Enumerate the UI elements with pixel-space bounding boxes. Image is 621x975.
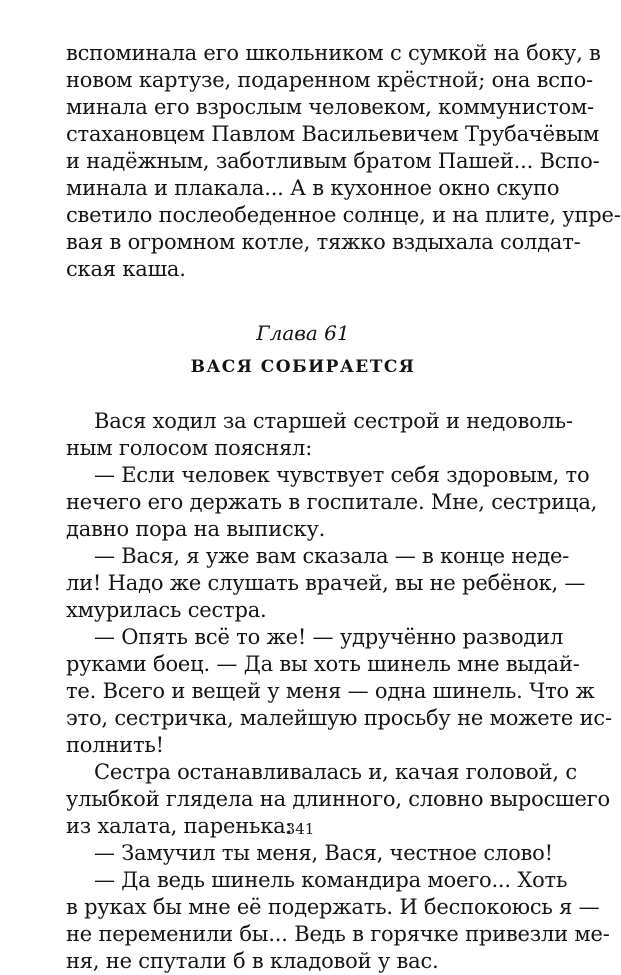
- text-line: не переменили бы... Ведь в горячке привезли ме-: [66, 922, 610, 946]
- text-line: Сестра останавливалась и, качая головой, с: [94, 760, 577, 784]
- text-line: светило послеобеденное солнце, и на плите, упре-: [66, 203, 621, 227]
- text-line: полнить!: [66, 733, 164, 757]
- text-line: ня, не спутали б в кладовой у вас.: [66, 949, 439, 973]
- chapter-body: [66, 408, 612, 975]
- text-line: те. Всего и вещей у меня — одна шинель. Что ж: [66, 679, 595, 703]
- text-line: минала его взрослым человеком, коммунистом-: [66, 95, 594, 119]
- text-line: вспоминала его школьником с сумкой на боку, в: [66, 41, 601, 65]
- text-line: улыбкой глядела на длинного, словно выросшего: [66, 787, 610, 811]
- text-line: нечего его держать в госпитале. Мне, сестрица,: [66, 490, 598, 514]
- text-line: в руках бы мне её подержать. И беспокоюсь я —: [66, 895, 600, 919]
- chapter-number: Глава 61: [256, 321, 350, 345]
- text-line: — Если человек чувствует себя здоровым, то: [94, 463, 590, 487]
- text-line: — Замучил ты меня, Вася, честное слово!: [94, 841, 553, 865]
- text-line: — Вася, я уже вам сказала — в конце неде-: [94, 544, 570, 568]
- intro-paragraph: [66, 40, 621, 283]
- text-line: из халата, паренька:: [66, 814, 293, 838]
- text-line: это, сестричка, малейшую просьбу не можете ис-: [66, 706, 612, 730]
- text-line: хмурилась сестра.: [66, 598, 267, 622]
- text-line: минала и плакала... А в кухонное окно скупо: [66, 176, 560, 200]
- text-line: и надёжным, заботливым братом Пашей... Вспо-: [66, 149, 600, 173]
- text-line: давно пора на выписку.: [66, 517, 326, 541]
- chapter-title: ВАСЯ СОБИРАЕТСЯ: [190, 357, 416, 377]
- text-line: новом картузе, подаренном крёстной; она вспо-: [66, 68, 593, 92]
- text-line: ным голосом пояснял:: [66, 436, 313, 460]
- text-line: Вася ходил за старшей сестрой и недоволь-: [94, 409, 573, 433]
- text-line: стахановцем Павлом Васильевичем Трубачёвым: [66, 122, 600, 146]
- text-line: ская каша.: [66, 257, 186, 281]
- text-line: вая в огромном котле, тяжко вздыхала солдат-: [66, 230, 581, 254]
- page-number: 341: [285, 820, 315, 838]
- text-line: — Опять всё то же! — удручённо разводил: [94, 625, 564, 649]
- text-line: — Да ведь шинель командира моего... Хоть: [94, 868, 568, 892]
- text-line: ли! Надо же слушать врачей, вы не ребёнок, —: [66, 571, 586, 595]
- text-line: руками боец. — Да вы хоть шинель мне выдай-: [66, 652, 580, 676]
